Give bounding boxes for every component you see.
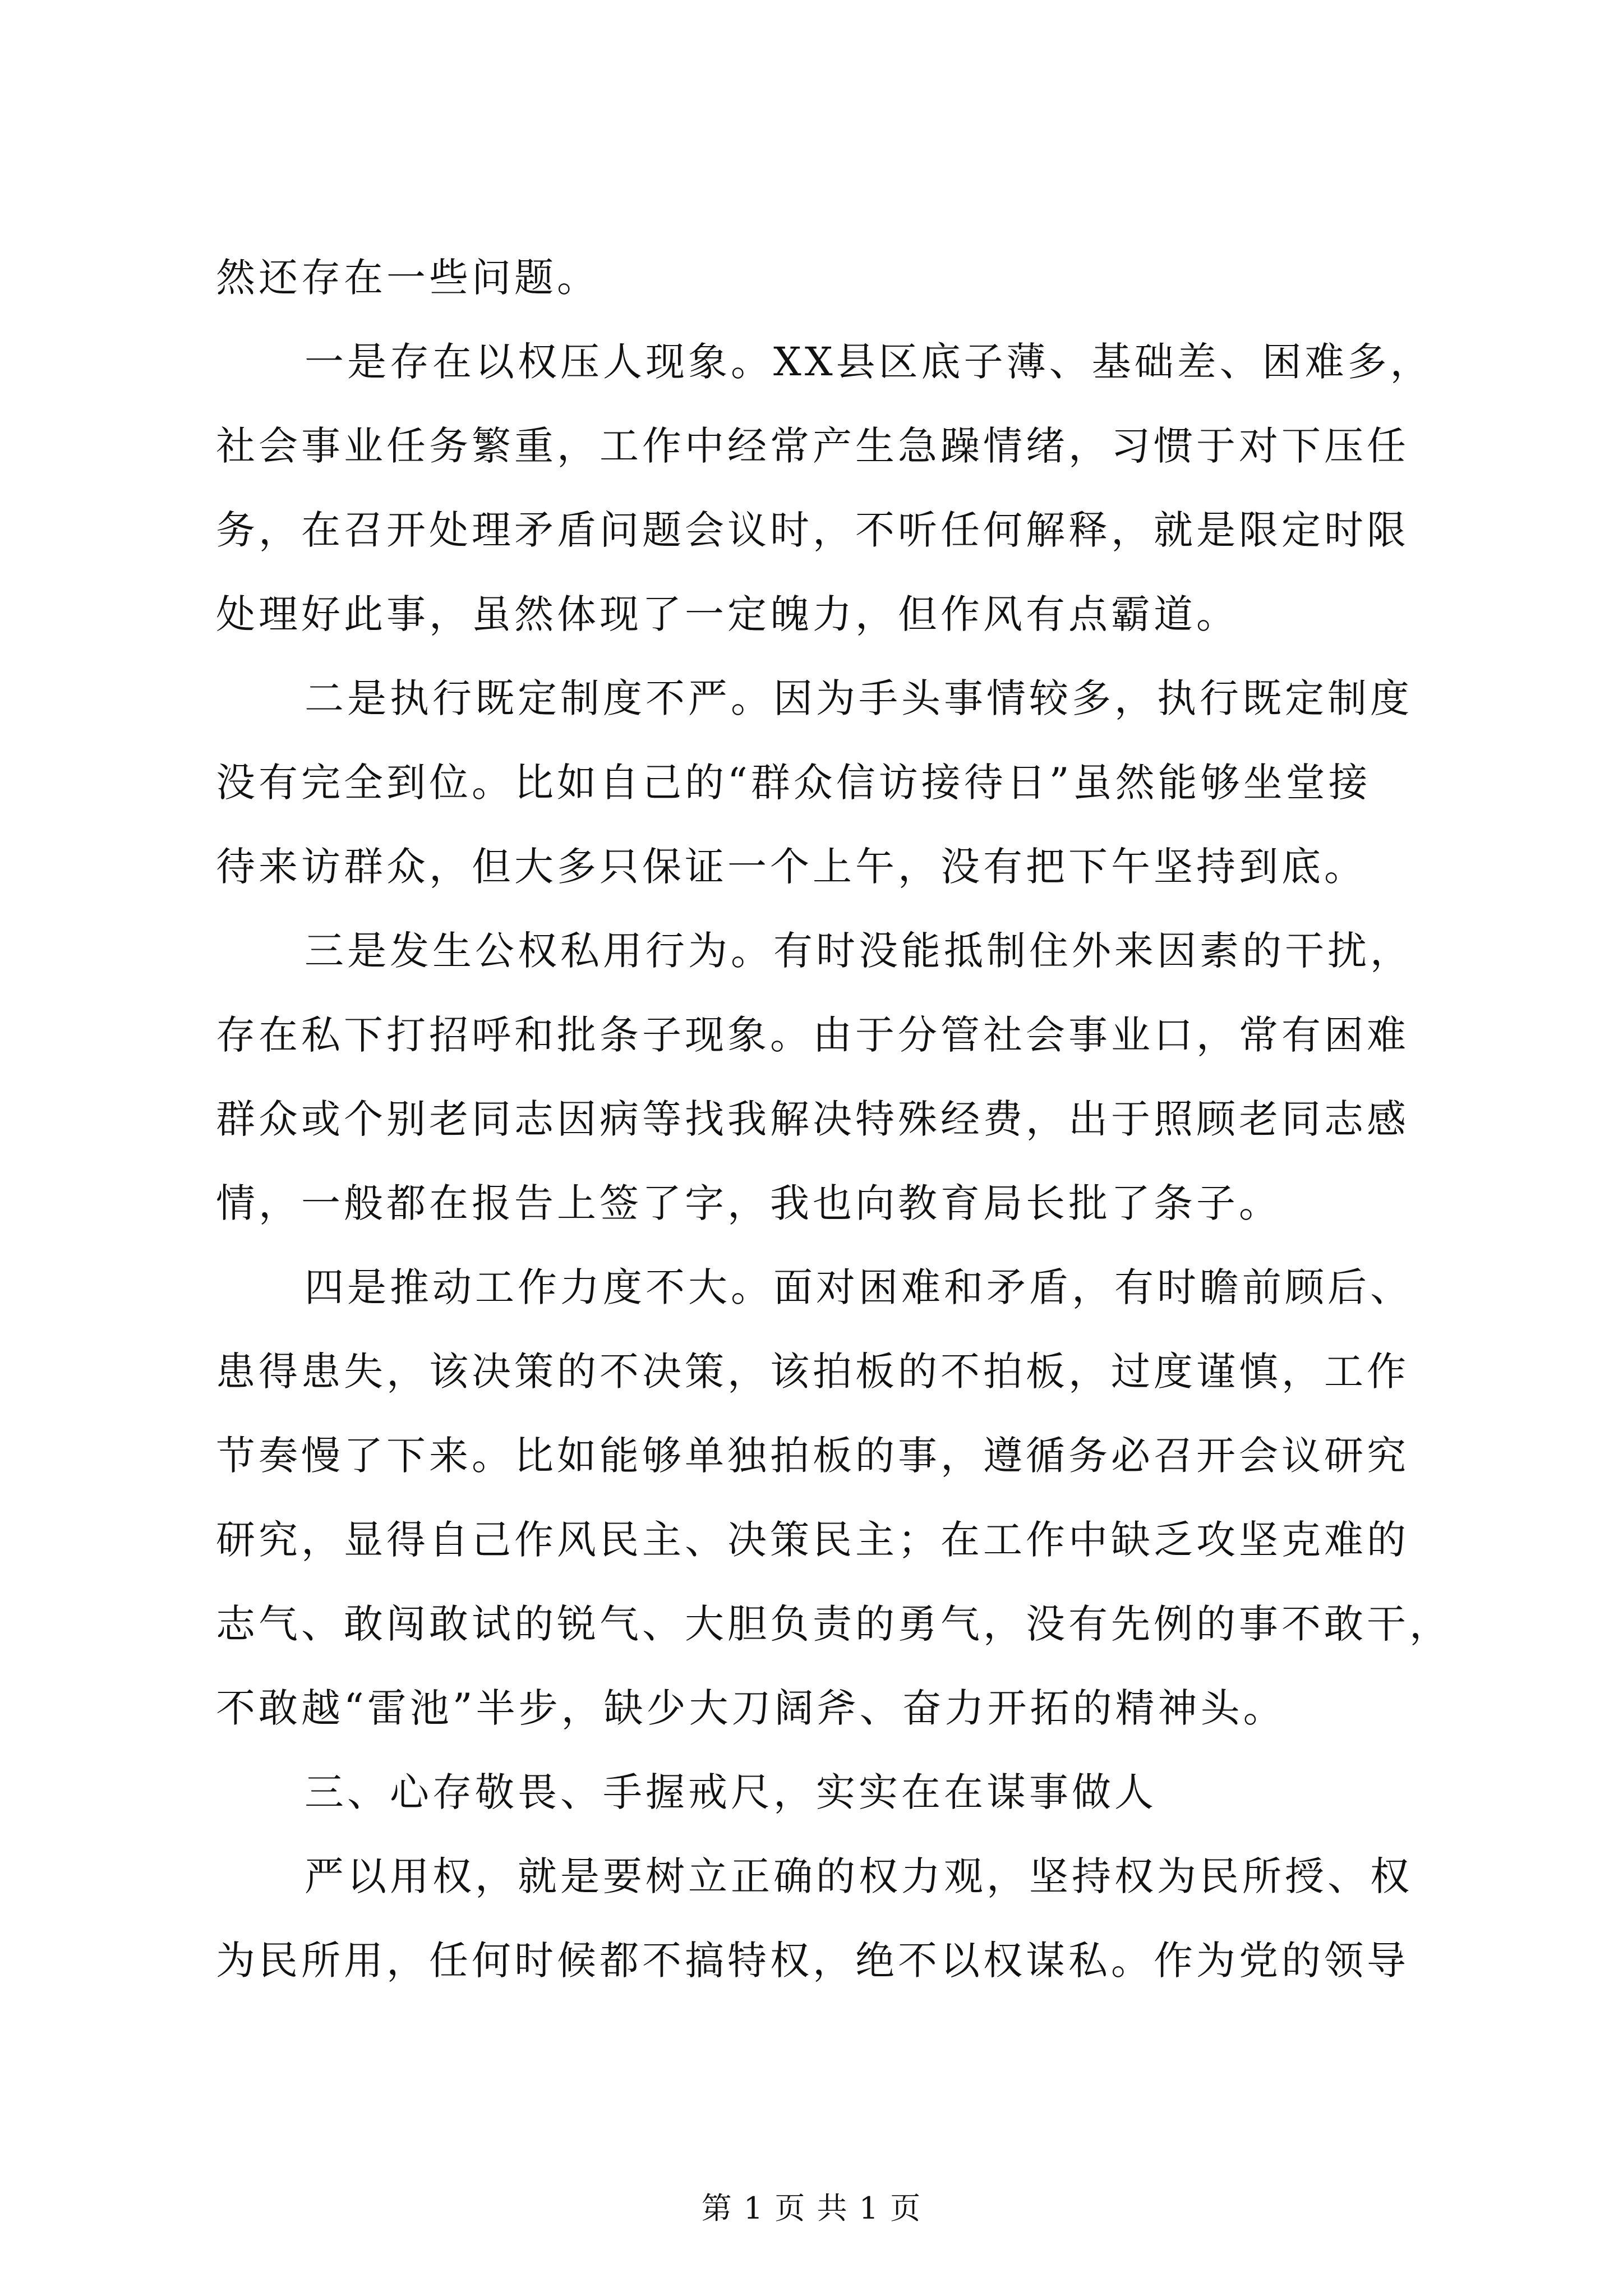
page-footer: 第 1 页 共 1 页 [701,2191,922,2226]
text-line: 处理好此事，虽然体现了一定魄力，但作风有点霸道。 [216,591,1239,637]
text-line: 三、心存敬畏、手握戒尺，实实在在谋事做人 [305,1769,1157,1815]
text-line: 二是执行既定制度不严。因为手头事情较多，执行既定制度 [305,675,1413,721]
text-line: 群众或个别老同志因病等找我解决特殊经费，出于照顾老同志感 [216,1096,1409,1142]
text-line: 一是存在以权压人现象。XX县区底子薄、基础差、困难多， [305,339,1433,385]
text-line: 存在私下打招呼和批条子现象。由于分管社会事业口，常有困难 [216,1012,1409,1058]
text-line: 研究，显得自己作风民主、决策民主；在工作中缺乏攻坚克难的 [216,1517,1409,1563]
text-line: 然还存在一些问题。 [216,255,600,301]
document-body [216,236,1452,2003]
text-line: 务，在召开处理矛盾问题会议时，不听任何解释，就是限定时限 [216,507,1409,553]
text-line: 情，一般都在报告上签了字，我也向教育局长批了条子。 [216,1180,1281,1226]
text-line: 严以用权，就是要树立正确的权力观，坚持权为民所授、权 [305,1853,1413,1899]
text-line: 为民所用，任何时候都不搞特权，绝不以权谋私。作为党的领导 [216,1938,1409,1984]
text-line: 待来访群众，但大多只保证一个上午，没有把下午坚持到底。 [216,844,1367,890]
text-line: 四是推动工作力度不大。面对困难和矛盾，有时瞻前顾后、 [305,1264,1413,1310]
text-line: 没有完全到位。比如自己的“群众信访接待日”虽然能够坐堂接 [216,760,1371,806]
text-line: 节奏慢了下来。比如能够单独拍板的事，遵循务必召开会议研究 [216,1433,1409,1479]
text-line: 志气、敢闯敢试的锐气、大胆负责的勇气，没有先例的事不敢干， [216,1601,1452,1647]
text-line: 患得患失，该决策的不决策，该拍板的不拍板，过度谨慎，工作 [216,1349,1409,1395]
text-line: 三是发生公权私用行为。有时没能抵制住外来因素的干扰， [305,928,1413,974]
text-line: 不敢越“雷池”半步，缺少大刀阔斧、奋力开拓的精神头。 [216,1685,1286,1731]
text-line: 社会事业任务繁重，工作中经常产生急躁情绪，习惯于对下压任 [216,423,1409,469]
